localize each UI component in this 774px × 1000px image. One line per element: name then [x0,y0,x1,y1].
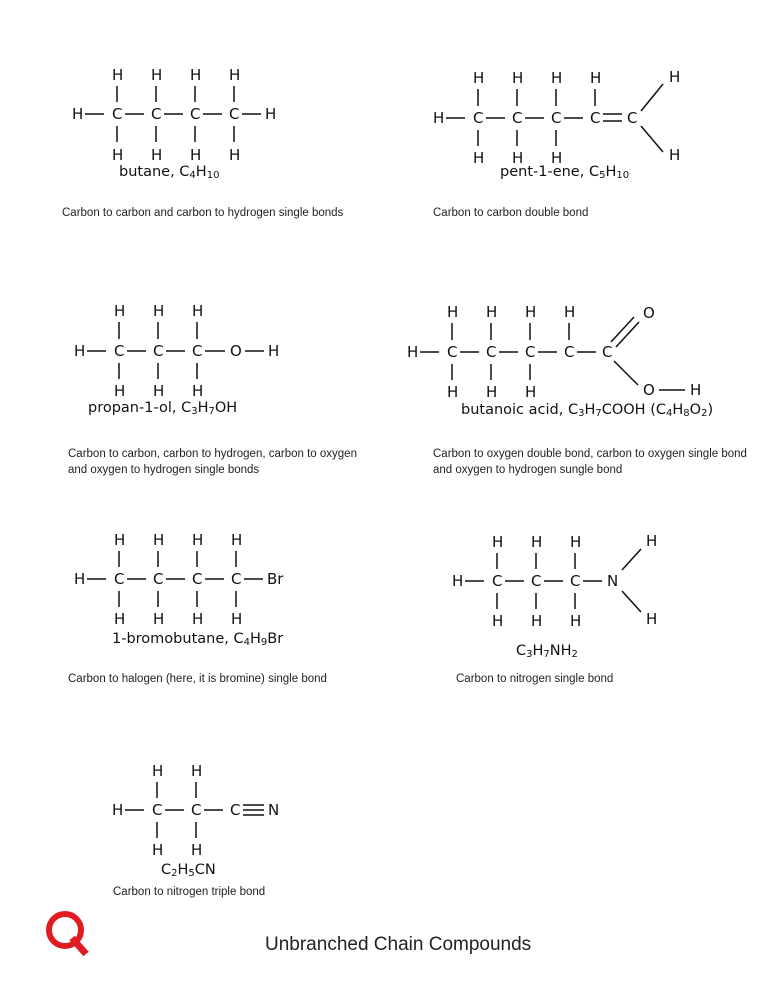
atom: C [447,343,458,361]
compound-formula: $C_2H_5CN$ [161,862,216,879]
compound-formula: $C_5H_{10}$ [588,164,630,181]
page-title: Unbranched Chain Compounds [265,934,532,955]
molecule-propan-1-ol [74,302,279,400]
atom: H [191,762,203,780]
atom: C [602,343,613,361]
compound-name-propylamine [516,643,578,660]
compound-name-butane [119,164,219,181]
atom: C [153,570,164,588]
atom: H [229,146,241,164]
atom: H [190,146,202,164]
atom: H [570,612,582,630]
atom: C [114,570,125,588]
atom: H [646,610,658,628]
atom: C [191,801,202,819]
atom: H [152,841,164,859]
compound-name-text: propan-1-ol, [88,400,182,416]
brand-logo-icon [42,906,96,960]
atom: H [151,66,163,84]
atom: H [433,109,445,127]
atom: H [114,382,126,400]
atom: H [153,531,165,549]
atom: H [512,149,524,167]
caption-butane: Carbon to carbon and carbon to hydrogen single bonds [62,207,344,219]
atom: C [190,105,201,123]
compound-formula: $C_4H_9Br$ [233,631,284,648]
atom: H [268,342,280,360]
compound-name-butanoic-acid [461,402,713,419]
atom: C [152,801,163,819]
atom: H [531,612,543,630]
atom: C [590,109,601,127]
atom: C [525,343,536,361]
atom: H [112,801,124,819]
atom: H [153,610,165,628]
atom: H [486,383,498,401]
atom: C [229,105,240,123]
compound-name-pent-1-ene [500,164,629,181]
atom: C [112,105,123,123]
atom: H [473,149,485,167]
caption-butanoic-acid: Carbon to oxygen double bond, carbon to oxygen single bond and oxygen to hydrogen sungle bond [433,448,747,476]
atom: C [192,570,203,588]
atom: C [531,572,542,590]
atom: H [231,531,243,549]
compound-name-text: butanoic acid, [461,402,568,418]
atom: C [627,109,638,127]
atom: H [531,533,543,551]
atom: N [268,801,280,819]
compound-name-text: pent-1-ene, [500,164,589,180]
atom: H [192,610,204,628]
atom: H [151,146,163,164]
atom: H [72,105,84,123]
atom: Br [267,570,284,588]
atom: C [114,342,125,360]
compound-name-1-bromobutane [112,631,283,648]
atom: H [153,302,165,320]
atom: H [112,66,124,84]
atom: C [564,343,575,361]
atom: H [690,381,702,399]
atom: H [447,303,459,321]
atom: H [265,105,277,123]
atom: H [669,68,681,86]
atom: C [192,342,203,360]
atom: C [492,572,503,590]
caption-propylamine: Carbon to nitrogen single bond [456,673,614,685]
atom: C [512,109,523,127]
compound-formula: $C_3H_7OH$ [181,400,238,417]
molecule-pent-1-ene [433,68,680,167]
atom: C [151,105,162,123]
atom: C [473,109,484,127]
atom: H [590,69,602,87]
compound-name-text: 1-bromobutane, [112,631,234,647]
compound-name-propanenitrile [161,862,216,879]
atom: H [564,303,576,321]
atom: H [669,146,681,164]
compound-name-propan-1-ol [88,400,237,417]
caption-propan-1-ol: Carbon to carbon, carbon to hydrogen, carbon to oxygen and oxygen to hydrogen single bonds [68,448,357,476]
atom: H [192,531,204,549]
caption-pent-1-ene: Carbon to carbon double bond [433,207,589,219]
atom: H [114,531,126,549]
atom: C [486,343,497,361]
atom: O [643,304,655,322]
compound-formula: $C_3H_7NH_2$ [516,643,578,660]
atom: H [231,610,243,628]
molecule-propylamine [452,532,657,630]
atom: H [114,302,126,320]
atom: N [607,572,619,590]
compound-formula: $C_4H_{10}$ [179,164,220,181]
atom: H [525,383,537,401]
atom: H [114,610,126,628]
atom: H [525,303,537,321]
caption-1-bromobutane: Carbon to halogen (here, it is bromine) single bond [68,673,327,685]
atom: H [191,841,203,859]
compound-name-text: butane, [119,164,180,180]
atom: H [192,382,204,400]
atom: C [231,570,242,588]
atom: C [551,109,562,127]
atom: O [643,381,655,399]
atom: H [74,570,86,588]
atom: O [230,342,242,360]
atom: H [229,66,241,84]
atom: H [152,762,164,780]
atom: C [153,342,164,360]
atom: H [190,66,202,84]
molecule-propanenitrile [112,762,279,859]
atom: H [492,612,504,630]
atom: C [570,572,581,590]
caption-propanenitrile: Carbon to nitrogen triple bond [113,886,266,898]
molecule-1-bromobutane [74,531,284,628]
compound-formula: $C_3H_7COOH$ $(C_4H_8O_2)$ [567,402,714,419]
atom: H [112,146,124,164]
atom: H [447,383,459,401]
atom: H [473,69,485,87]
atom: H [153,382,165,400]
atom: H [570,533,582,551]
molecule-butane [72,66,276,164]
atom: H [551,149,563,167]
atom: H [646,532,658,550]
atom: H [492,533,504,551]
atom: H [486,303,498,321]
molecule-butanoic-acid [407,303,701,401]
atom: H [551,69,563,87]
atom: H [74,342,86,360]
atom: H [512,69,524,87]
atom: C [230,801,241,819]
atom: H [407,343,419,361]
atom: H [452,572,464,590]
atom: H [192,302,204,320]
